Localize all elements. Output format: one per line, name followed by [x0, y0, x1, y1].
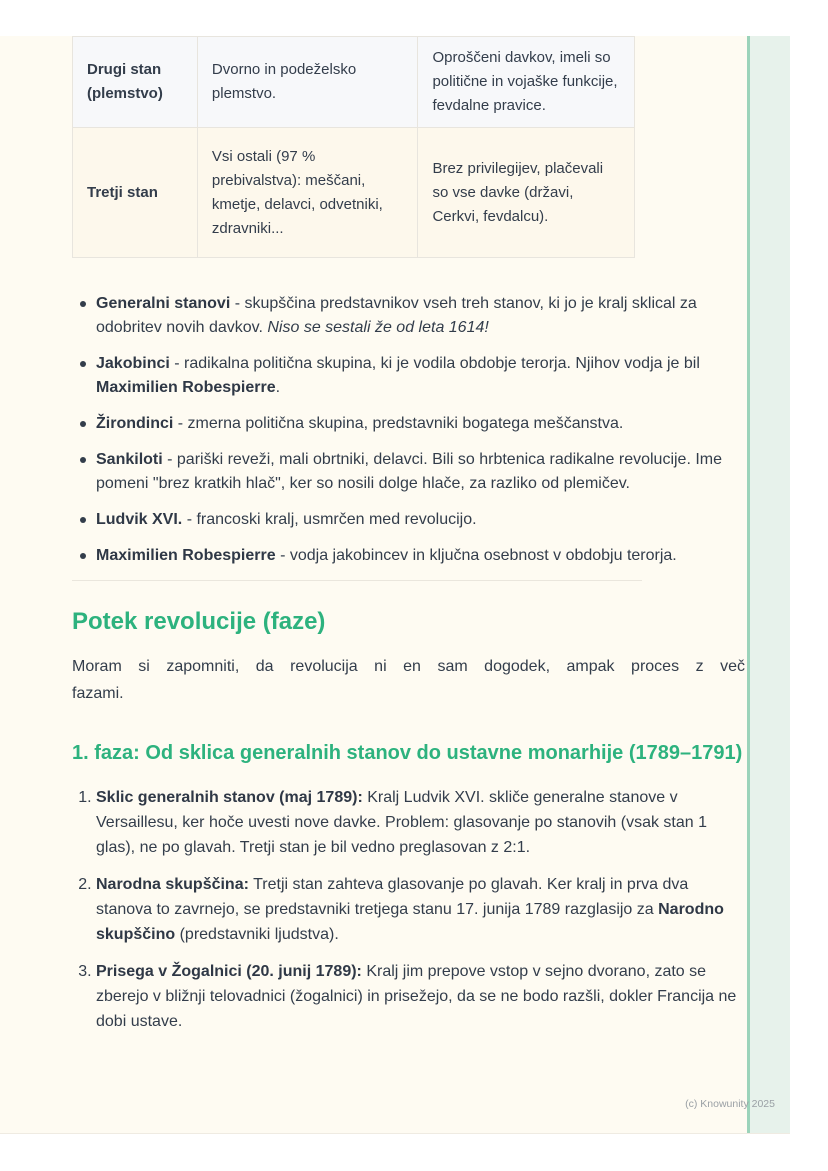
term-definition: - skupščina predstavnikov vseh treh stanov, ki jo je kralj sklical za odobritev novih davkov. [96, 295, 697, 336]
term-label: Maximilien Robespierre [96, 547, 276, 564]
table-cell-privileges: Oproščeni davkov, imeli so politične in vojaške funkcije, fevdalne pravice. [418, 37, 635, 128]
step-label: Narodna skupščina: [96, 876, 249, 893]
intro-line: fazami. [72, 685, 124, 702]
term-definition: - vodja jakobincev in ključna osebnost v obdobju terorja. [275, 547, 677, 564]
term-label: Generalni stanovi [96, 295, 231, 312]
list-item [96, 508, 745, 532]
section-divider [72, 580, 642, 581]
phase-steps-list [72, 785, 745, 1034]
intro-line: Moram si zapomniti, da revolucija ni en sam dogodek, ampak proces z več [72, 658, 745, 675]
term-note: Niso se sestali že od leta 1614! [267, 319, 489, 336]
term-definition: - radikalna politična skupina, ki je vodila obdobje terorja. Njihov vodja je bil [169, 355, 700, 372]
list-item [96, 412, 745, 436]
table-cell-members: Vsi ostali (97 % prebivalstva): meščani, kmetje, delavci, odvetniki, zdravniki... [197, 128, 418, 258]
table-cell-members: Dvorno in podeželsko plemstvo. [197, 37, 418, 128]
term-label: Sankiloti [96, 451, 163, 468]
step-label: Sklic generalnih stanov (maj 1789): [96, 789, 363, 806]
list-item [96, 292, 745, 340]
list-item [96, 785, 745, 860]
page-accent-bar [747, 36, 790, 1133]
key-terms-list [72, 292, 745, 568]
step-emphasis: Narodno skupščino [96, 901, 724, 943]
step-text: Kralj jim prepove vstop v sejno dvorano, zato se zberejo v bližnji telovadnici (žogalnici) in prisežejo, da se ne bodo razšli, dokler Francija ne dobi ustave. [96, 963, 737, 1030]
document-page [0, 36, 790, 1134]
list-item [96, 352, 745, 400]
term-definition: - pariški reveži, mali obrtniki, delavci. Bili so hrbtenica radikalne revolucije. Ime pomeni "brez kratkih hlač", ker so nosili dolge hlače, za razliko od plemičev. [96, 451, 723, 492]
section-intro [72, 653, 745, 707]
list-item [96, 872, 745, 947]
term-tail: . [275, 379, 281, 396]
list-item [96, 959, 745, 1034]
step-tail: (predstavniki ljudstva). [175, 926, 339, 943]
section-heading: Potek revolucije (faze) [72, 608, 326, 635]
table-cell-privileges: Brez privilegijev, plačevali so vse davke (državi, Cerkvi, fevdalcu). [418, 128, 635, 258]
table-cell-estate-name: Tretji stan [73, 128, 198, 258]
step-text: Kralj Ludvik XVI. skliče generalne stanove v Versaillesu, ker hoče uvesti nove davke. Problem: glasovanje po stanovih (vsak stan 1 glas), ne po glavah. Tretji stan je bil vedno preglasovan z 2:1. [96, 789, 707, 856]
page-content [72, 36, 745, 1046]
list-item [96, 448, 745, 496]
list-item [96, 544, 745, 568]
term-definition: - zmerna politična skupina, predstavniki bogatega meščanstva. [173, 415, 624, 432]
term-label: Ludvik XVI. [96, 511, 183, 528]
table-cell-estate-name: Drugi stan (plemstvo) [73, 37, 198, 128]
term-emphasis: Maximilien Robespierre [96, 379, 276, 396]
copyright-notice: (c) Knowunity 2025 [685, 1098, 775, 1110]
term-label: Jakobinci [96, 355, 170, 372]
table-row [73, 128, 635, 258]
phase-heading: 1. faza: Od sklica generalnih stanov do ustavne monarhije (1789–1791) [72, 742, 743, 764]
table-row [73, 37, 635, 128]
term-definition: - francoski kralj, usmrčen med revolucijo. [182, 511, 477, 528]
step-label: Prisega v Žogalnici (20. junij 1789): [96, 963, 362, 980]
estates-table [72, 36, 635, 258]
term-label: Žirondinci [96, 415, 174, 432]
step-text: Tretji stan zahteva glasovanje po glavah. Ker kralj in prva dva stanova to zavrnejo, se predstavniki tretjega stanu 17. junija 1789 razglasijo za [96, 876, 689, 918]
